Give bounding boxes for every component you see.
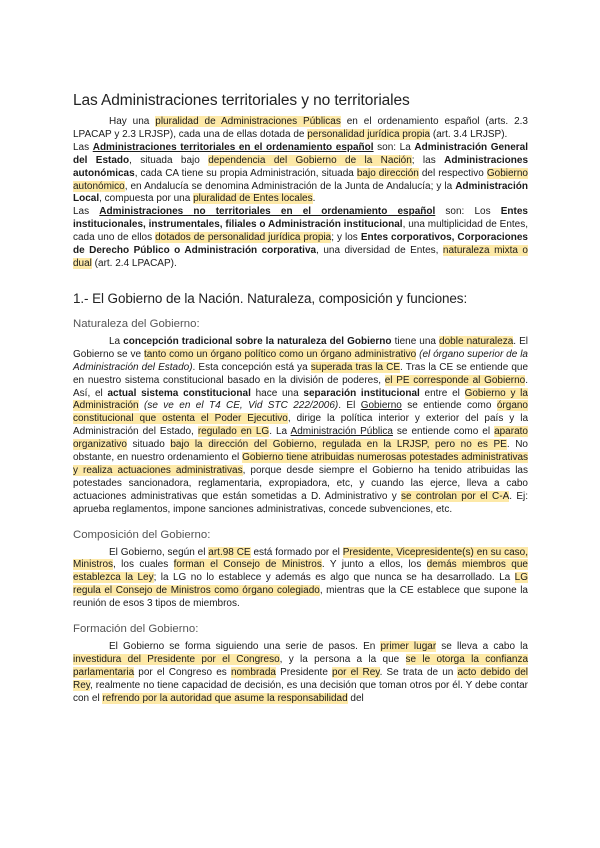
text-run: , en Andalucía se denomina Administración de la Junta de Andalucía; y la	[124, 180, 456, 192]
highlighted-text: nombrada	[230, 666, 276, 678]
highlighted-text: dotados de personalidad jurídica propia	[155, 232, 332, 244]
text-run: son: Los	[435, 206, 501, 218]
text-run: se entiende como	[401, 400, 497, 412]
highlighted-text: aparato organizativo	[73, 426, 528, 451]
intro-paragraph-2	[73, 142, 528, 207]
highlighted-text: LG regula el Consejo de Ministros como órgano colegiado	[73, 572, 528, 597]
highlighted-text: se le otorga la confianza parlamentaria	[73, 654, 529, 678]
highlighted-text: refrendo por la autoridad que asume la responsabilidad	[102, 692, 348, 704]
text-run: del respectivo	[418, 167, 487, 179]
formacion-paragraph	[73, 641, 528, 706]
highlighted-text: forman el Consejo de Ministros	[173, 559, 322, 571]
text-run: . Tras la CE se entiende que en nuestro sistema constitucional basado en la división de poderes,	[73, 361, 529, 386]
text-run: tiene una	[391, 335, 440, 347]
highlighted-text: pluralidad de Administraciones Públicas	[155, 116, 341, 127]
highlighted-text: el PE corresponde al Gobierno	[384, 374, 526, 386]
highlighted-text: órgano constitucional que ostenta el Poder Ejecutivo	[73, 400, 528, 425]
text-run: (art. 3.4 LRJSP).	[430, 128, 508, 140]
composicion-heading: Composición del Gobierno:	[73, 528, 211, 541]
text-run: , una multiplicidad de Entes, cada uno de ellos	[73, 219, 528, 244]
text-run: son: La	[373, 141, 415, 153]
highlighted-text: bajo dirección	[356, 167, 419, 179]
text-run: . Esta concepción está ya	[192, 361, 311, 373]
text-run: se entiende como el	[392, 426, 495, 438]
highlighted-text: Gobierno tiene atribuidas numerosas potestades administrativas y realiza actuaciones administrativas	[73, 452, 529, 476]
highlighted-text: por el Rey	[332, 666, 380, 678]
highlighted-text: Presidente, Vicepresidente(s) en su caso, Ministros	[73, 546, 528, 571]
highlighted-text: Gobierno autonómico	[73, 167, 528, 192]
composicion-paragraph	[73, 547, 528, 612]
text-run: situado	[126, 439, 171, 451]
highlighted-text: tanto como un órgano político como un órgano administrativo	[143, 348, 417, 360]
text-run: , y la persona a la que	[279, 654, 406, 665]
text-run: , porque desde siempre el Gobierno ha tenido atribuidas las potestades sancionadora, reglamentaria, expropiadora, etc, y cuando las ejerce, lleva a cabo actuaciones administrativas que están sometidas a D. Administrativo y	[73, 464, 528, 502]
document-title: Las Administraciones territoriales y no territoriales	[73, 92, 410, 109]
highlighted-text: dependencia del Gobierno de la Nación	[208, 154, 412, 166]
text-run: (el órgano superior de la Administración del Estado)	[73, 348, 528, 373]
text-run: El Gobierno se forma siguiendo una serie de pasos. En	[109, 641, 381, 653]
text-run: . El	[338, 400, 361, 412]
text-run: . La	[269, 426, 291, 438]
bold-text: Entes corporativos, Corporaciones de Derecho Público o Administración corporativa	[73, 232, 528, 257]
text-run: Presidente	[275, 666, 333, 678]
text-run: se lleva a cabo la	[436, 641, 528, 653]
highlighted-text: doble naturaleza	[439, 335, 514, 347]
highlighted-text: Gobierno y la Administración	[73, 387, 528, 412]
text-run: , los cuales	[113, 559, 174, 571]
bold-text: Administraciones no territoriales en el ordenamiento español	[99, 206, 436, 218]
highlighted-text: naturaleza mixta o dual	[73, 245, 528, 269]
bold-text: Administraciones autonómicas	[73, 154, 529, 179]
text-run: La	[109, 335, 124, 347]
text-run: Gobierno	[360, 400, 402, 412]
highlighted-text: bajo la dirección del Gobierno, regulada en la LRJSP, pero no es PE	[170, 439, 507, 451]
text-run: está formado por el	[250, 546, 343, 558]
text-run: , mientras que la CE establece que supone la reunión de esos 3 tipos de miembros.	[73, 585, 528, 610]
text-run: . Ej: aprueba reglamentos, impone sanciones administrativas, concede subvenciones, etc.	[73, 490, 528, 515]
text-run: El Gobierno, según el	[109, 546, 209, 558]
naturaleza-heading: Naturaleza del Gobierno:	[73, 317, 200, 330]
bold-text: Administraciones territoriales en el ordenamiento español	[92, 141, 374, 153]
text-run: . El Gobierno se ve	[73, 335, 528, 360]
text-run: Administración Pública	[290, 426, 393, 438]
highlighted-text: superada tras la CE	[310, 361, 401, 373]
bold-text: Administración General del Estado	[73, 141, 528, 166]
text-run: .	[312, 193, 316, 205]
text-run: Las	[73, 206, 100, 218]
text-run: hace una	[250, 387, 304, 399]
text-run: , situada bajo	[129, 154, 209, 166]
highlighted-text: regulado en LG	[197, 426, 270, 438]
formacion-heading: Formación del Gobierno:	[73, 623, 199, 636]
highlighted-text: primer lugar	[380, 641, 437, 653]
highlighted-text: art.98 CE	[208, 546, 251, 558]
text-run: . No obstante, en nuestro ordenamiento el	[73, 439, 528, 464]
text-run: , realmente no tiene capacidad de decisión, es una decisión que toman otros por él. Y debe contar con el	[73, 679, 528, 704]
text-run: , dirige la política interior y exterior del país y la Administración del Estado,	[73, 413, 529, 438]
text-run: ; la LG no lo establece y además es algo que nunca se ha desarrollado. La	[153, 572, 515, 584]
text-run: , cada CA tiene su propia Administración, situada	[134, 167, 357, 179]
bold-text: Entes institucionales, instrumentales, filiales o Administración institucional	[73, 206, 528, 231]
text-run: entre el	[419, 387, 465, 399]
bold-text: Administración Local	[73, 180, 528, 205]
document-page	[73, 92, 528, 706]
text-run: (art. 2.4 LPACAP).	[91, 257, 177, 269]
text-run: en el ordenamiento español (arts. 2.3 LPACAP y 2.3 LRJSP), cada una de ellas dotada de	[73, 116, 528, 140]
bold-text: actual sistema constitucional	[107, 387, 251, 399]
bold-text: concepción tradicional sobre la naturaleza del Gobierno	[123, 335, 392, 347]
section-1-title: 1.- El Gobierno de la Nación. Naturaleza, composición y funciones:	[73, 290, 468, 306]
highlighted-text: personalidad jurídica propia	[307, 128, 431, 140]
text-run: Las	[73, 141, 93, 153]
text-run: . Así, el	[73, 374, 528, 399]
intro-paragraph-1	[73, 116, 528, 142]
text-run: ; las	[411, 154, 445, 166]
text-run: , compuesta por una	[99, 193, 194, 205]
text-run: Hay una	[109, 116, 156, 127]
text-run: . Se trata de un	[379, 666, 458, 678]
text-run: ; y los	[331, 232, 361, 244]
text-run: del	[347, 692, 364, 704]
intro-paragraph-3	[73, 206, 528, 271]
text-run: por el Congreso es	[134, 666, 231, 678]
text-run: (se ve en el T4 CE, Vid STC 222/2006)	[144, 400, 339, 412]
highlighted-text: pluralidad de Entes locales	[193, 193, 313, 205]
highlighted-text: acto debido del Rey	[73, 666, 528, 691]
bold-text: separación institucional	[303, 387, 420, 399]
text-run: , una diversidad de Entes,	[316, 245, 443, 257]
naturaleza-paragraph	[73, 336, 528, 517]
highlighted-text: demás miembros que establezca la Ley	[73, 559, 528, 584]
text-run: . Y junto a ellos, los	[321, 559, 427, 571]
highlighted-text: se controlan por el C-A	[401, 490, 510, 502]
highlighted-text: investidura del Presidente por el Congreso	[73, 654, 280, 665]
